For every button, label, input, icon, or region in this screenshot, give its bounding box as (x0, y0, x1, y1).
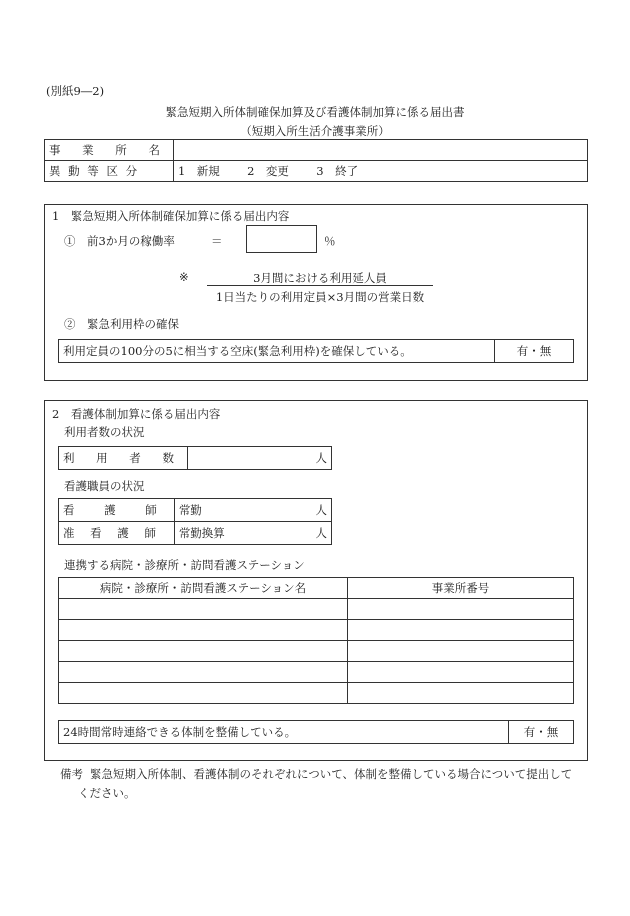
document-subtitle: （短期入所生活介護事業所） (240, 124, 390, 138)
office-table (44, 139, 588, 182)
change-category-options[interactable] (173, 161, 587, 182)
occupancy-rate-label: ① 前3か月の稼働率 (64, 234, 175, 248)
table-row (59, 641, 574, 662)
option-end[interactable]: 3 終了 (316, 164, 359, 178)
contact-answer[interactable]: 有・無 (509, 721, 574, 744)
partner-name-cell[interactable] (59, 683, 348, 704)
occupancy-rate-input[interactable] (246, 225, 317, 253)
nurse-label: 看 護 師 (59, 499, 175, 522)
formula-denominator: 1日当たりの利用定員×3月間の営業日数 (215, 290, 425, 304)
partner-number-cell[interactable] (348, 662, 574, 683)
partner-number-cell[interactable] (348, 599, 574, 620)
staff-heading: 看護職員の状況 (64, 479, 145, 493)
contact-statement: 24時間常時連絡できる体制を整備している。 (59, 721, 509, 744)
fraction-line (207, 285, 433, 286)
notes-text-line1: 緊急短期入所体制、看護体制のそれぞれについて、体制を整備している場合について提出して (90, 767, 573, 781)
users-unit: 人 (315, 451, 327, 465)
table-row (59, 620, 574, 641)
partners-heading: 連携する病院・診療所・訪問看護ステーション (64, 558, 305, 572)
document-title: 緊急短期入所体制確保加算及び看護体制加算に係る届出書 (165, 105, 465, 119)
change-category-label: 異 動 等 区 分 (45, 161, 174, 182)
partner-name-cell[interactable] (59, 599, 348, 620)
partner-number-cell[interactable] (348, 683, 574, 704)
users-label: 利 用 者 数 (59, 447, 188, 470)
option-new[interactable]: 1 新規 (177, 164, 220, 178)
partner-name-cell[interactable] (59, 662, 348, 683)
partner-name-cell[interactable] (59, 620, 348, 641)
emergency-slot-answer[interactable]: 有・無 (495, 340, 574, 363)
nurse-sub-label: 常勤 (178, 503, 202, 517)
note-mark: ※ (179, 270, 189, 284)
assoc-nurse-count-field[interactable] (174, 522, 331, 545)
partner-number-cell[interactable] (348, 620, 574, 641)
office-name-label: 事 業 所 名 (45, 140, 174, 161)
staff-table (58, 498, 332, 545)
assoc-nurse-sub-label: 常勤換算 (178, 526, 225, 540)
partners-table (58, 577, 574, 704)
assoc-nurse-label: 准 看 護 師 (59, 522, 175, 545)
table-row (59, 683, 574, 704)
formula-numerator: 3月間における利用延人員 (253, 271, 387, 285)
emergency-slot-table (58, 339, 574, 363)
partner-number-cell[interactable] (348, 641, 574, 662)
users-table (58, 446, 332, 470)
table-row (59, 662, 574, 683)
table-row (59, 599, 574, 620)
partners-col-number: 事業所番号 (348, 578, 574, 599)
notes-text-line2: ください。 (78, 786, 136, 800)
emergency-slot-label: ② 緊急利用枠の確保 (64, 317, 179, 331)
partners-col-name: 病院・診療所・訪問看護ステーション名 (59, 578, 348, 599)
document-reference: (別紙9―2) (46, 84, 105, 98)
section1-heading: 1 緊急短期入所体制確保加算に係る届出内容 (52, 209, 290, 223)
nurse-count-field[interactable] (174, 499, 331, 522)
partner-name-cell[interactable] (59, 641, 348, 662)
office-name-field[interactable] (173, 140, 587, 161)
users-count-field[interactable] (187, 447, 331, 470)
section2-heading: 2 看護体制加算に係る届出内容 (52, 407, 221, 421)
nurse-unit: 人 (315, 503, 327, 517)
emergency-slot-statement: 利用定員の100分の5に相当する空床(緊急利用枠)を確保している。 (59, 340, 495, 363)
contact-table (58, 720, 574, 744)
equals-sign: ＝ (211, 234, 223, 248)
percent-unit: ％ (324, 234, 336, 248)
option-change[interactable]: 2 変更 (247, 164, 289, 178)
users-heading: 利用者数の状況 (64, 425, 145, 439)
notes-label: 備考 (60, 767, 83, 781)
assoc-nurse-unit: 人 (315, 526, 327, 540)
